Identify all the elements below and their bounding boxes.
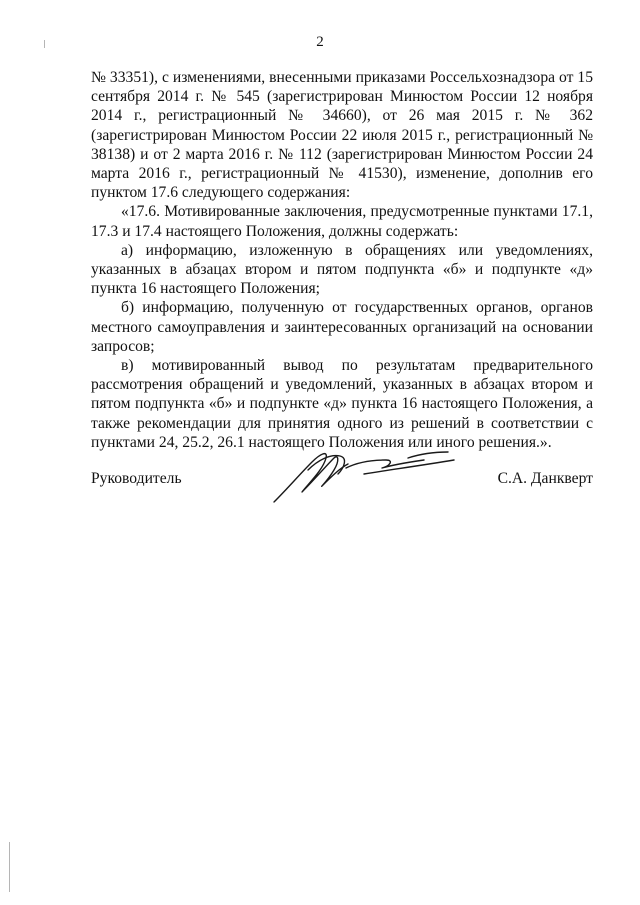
scan-edge-mark xyxy=(44,40,45,48)
paragraph-subitem-v: в) мотивированный вывод по результатам предварительного рассмотрения обращений и уведомлений, указанных в абзацах втором и пятом подпункта «б» и подпункте «д» пункта 16 настоящего Положения, а также рекомендации для принятия одного из решений в соответствии с пунктами 24, 25.2, 26.1 настоящего Положения или иного решения.». xyxy=(91,357,593,451)
signatory-name: С.А. Данкверт xyxy=(497,470,593,487)
paragraph-subitem-a: а) информацию, изложенную в обращениях или уведомлениях, указанных в абзацах втором и пятом подпункта «б» и подпункте «д» пункта 16 настоящего Положения; xyxy=(91,241,593,298)
paragraph-subitem-b: б) информацию, полученную от государственных органов, органов местного самоуправления и заинтересованных организаций на основании запросов; xyxy=(91,299,593,355)
paragraph-17-6: «17.6. Мотивированные заключения, предусмотренные пунктами 17.1, 17.3 и 17.4 настоящего Положения, должны содержать: xyxy=(91,203,593,240)
signatory-title: Руководитель xyxy=(91,470,182,487)
page-number: 2 xyxy=(316,34,324,50)
handwritten-signature xyxy=(268,440,468,510)
scan-edge-mark xyxy=(9,842,10,892)
paragraph-amendment-intro: № 33351), с изменениями, внесенными приказами Россельхознадзора от 15 сентября 2014 г. № 545 (зарегистрирован Минюстом России 12 ноября 2014 г., регистрационный № 34660), от 26 мая 2015 г. № 362 (зарегистрирован Минюстом России 22 июля 2015 г., регистрационный № 38138) и от 2 марта 2016 г. № 112 (зарегистрирован Минюстом России 24 марта 2016 г., регистрационный № 41530), изменение, дополнив его пунктом 17.6 следующего содержания: xyxy=(91,69,593,202)
document-body xyxy=(91,68,593,452)
